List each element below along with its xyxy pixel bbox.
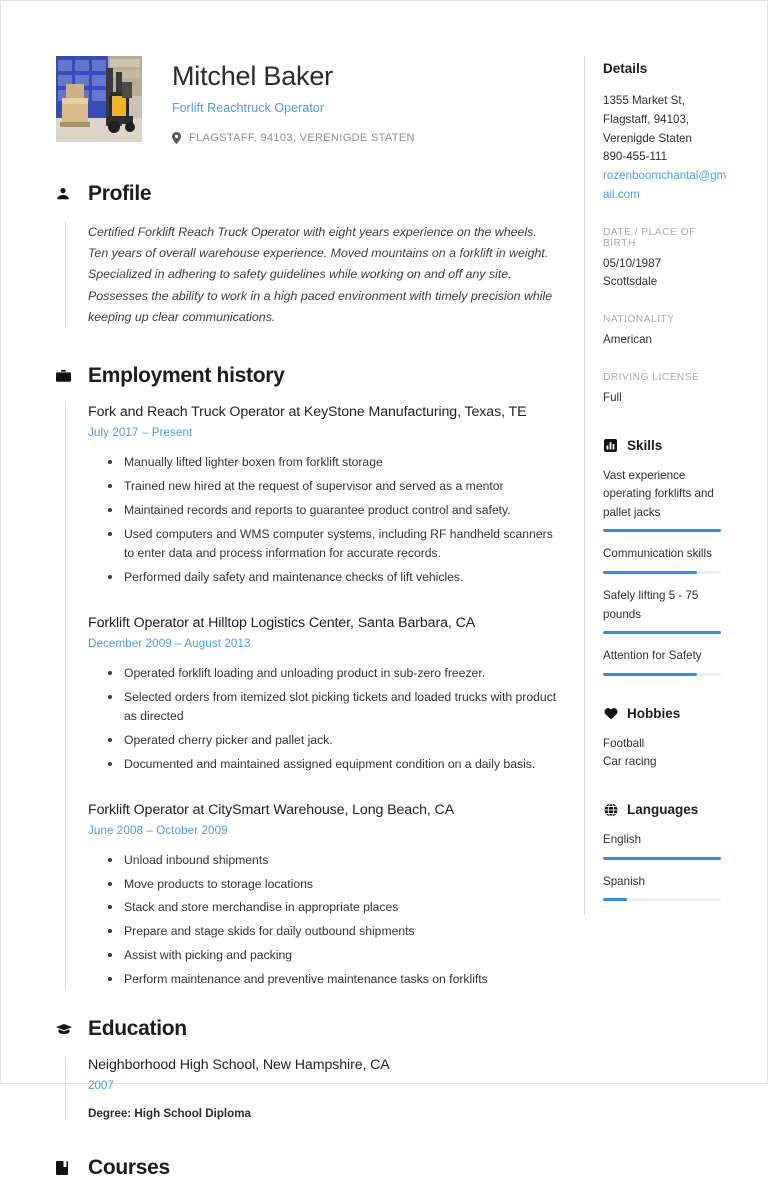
job-bullets xyxy=(88,664,566,775)
language-item xyxy=(603,873,727,902)
map-pin-icon xyxy=(172,132,181,144)
language-name: Spanish xyxy=(603,874,645,888)
bullet-item: Manually lifted lighter boxen from forklift storage xyxy=(124,453,566,473)
job-heading: Fork and Reach Truck Operator at KeyStone Manufacturing, Texas, TE xyxy=(88,404,527,421)
education-year: 2007 xyxy=(88,1079,114,1093)
skill-item xyxy=(603,545,727,574)
bullet-item: Selected orders from itemized slot picking tickets and loaded trucks with product as directed xyxy=(124,688,566,728)
job-entry xyxy=(88,802,566,990)
skill-item xyxy=(603,587,727,634)
sidebar-section-hobbies xyxy=(603,706,727,773)
profile-heading xyxy=(56,182,566,206)
bullet-item: Operated forklift loading and unloading product in sub-zero freezer. xyxy=(124,664,566,684)
profile-body xyxy=(65,222,566,329)
sidebar-section-languages xyxy=(603,802,727,901)
skill-name: Attention for Safety xyxy=(603,649,702,663)
skill-item xyxy=(603,467,727,533)
hobbies-title: Hobbies xyxy=(627,705,681,721)
bullet-item: Performed daily safety and maintenance checks of lift vehicles. xyxy=(124,568,566,588)
section-employment xyxy=(56,364,566,989)
skill-bar-track xyxy=(603,673,721,676)
globe-icon xyxy=(603,802,618,817)
address-line-2: Flagstaff, 94103, xyxy=(603,112,690,126)
address-block xyxy=(603,92,727,205)
dob-block xyxy=(603,255,727,293)
bullet-item: Assist with picking and packing xyxy=(124,946,566,966)
address-line-1: 1355 Market St, xyxy=(603,94,685,107)
profile-photo xyxy=(56,56,142,142)
bullet-item: Unload inbound shipments xyxy=(124,851,566,871)
language-bar-fill xyxy=(603,898,627,901)
languages-heading xyxy=(603,802,727,817)
language-item xyxy=(603,831,727,860)
nationality-value: American xyxy=(603,333,652,347)
language-name: English xyxy=(603,833,642,847)
location-text: FLAGSTAFF, 94103, VERENIGDE STATEN xyxy=(189,131,415,144)
bullet-item: Documented and maintained assigned equipment condition on a daily basis. xyxy=(124,755,566,775)
courses-heading xyxy=(56,1156,566,1180)
bullet-item: Move products to storage locations xyxy=(124,875,566,895)
skill-bar-fill xyxy=(603,529,721,532)
job-title: Forlift Reachtruck Operator xyxy=(172,100,325,115)
hobby-item: Car racing xyxy=(603,755,657,769)
driving-license-value: Full xyxy=(603,391,622,405)
education-title: Education xyxy=(88,1017,187,1041)
email-link[interactable]: rozenboomchantal@gmail.com xyxy=(603,169,727,201)
driving-license-label: DRIVING LICENSE xyxy=(603,372,700,384)
briefcase-icon xyxy=(56,370,76,383)
profile-text: Certified Forklift Reach Truck Operator with eight years experience on the wheels. Ten years of overall warehouse experience. Moved mountains on a forklift in weight. Specialized in adhering to safety guidelines while working on and off any site. Possesses the ability to work in a high paced environment with timely precision while keeping up clear communications. xyxy=(88,224,553,324)
job-heading: Forklift Operator at Hilltop Logistics Center, Santa Barbara, CA xyxy=(88,614,476,631)
language-bar-fill xyxy=(603,857,721,860)
location-line xyxy=(172,132,415,144)
job-dates: June 2008 – October 2009 xyxy=(88,823,228,837)
main-column xyxy=(56,56,584,1196)
book-icon xyxy=(56,1161,76,1175)
skill-bar-track xyxy=(603,571,721,574)
job-heading: Forklift Operator at CitySmart Warehouse, Long Beach, CA xyxy=(88,801,455,818)
bullet-item: Prepare and stage skids for daily outbound shipments xyxy=(124,922,566,942)
language-bar-track xyxy=(603,898,721,901)
skill-bar-fill xyxy=(603,571,697,574)
job-bullets xyxy=(88,851,566,990)
education-heading xyxy=(56,1017,566,1041)
skill-name: Vast experience operating forklifts and pallet jacks xyxy=(603,468,714,519)
employment-heading xyxy=(56,364,566,388)
job-dates: July 2017 – Present xyxy=(88,426,193,440)
details-title: Details xyxy=(603,61,648,76)
header-text xyxy=(142,56,415,144)
phone-number: 890-455-111 xyxy=(603,150,668,164)
resume-sheet xyxy=(1,1,767,1180)
skill-bar-track xyxy=(603,529,721,532)
skill-bar-track xyxy=(603,631,721,634)
job-entry xyxy=(88,404,566,588)
section-profile xyxy=(56,182,566,329)
person-icon xyxy=(56,187,76,201)
bullet-item: Perform maintenance and preventive maintenance tasks on forklifts xyxy=(124,970,566,990)
skill-bar-fill xyxy=(603,673,697,676)
employment-body xyxy=(65,404,566,989)
address-line-3: Verenigde Staten xyxy=(603,131,692,145)
skill-item xyxy=(603,647,727,676)
job-dates: December 2009 – August 2013 xyxy=(88,636,251,650)
skill-name: Safely lifting 5 - 75 pounds xyxy=(603,589,699,621)
sidebar xyxy=(584,56,727,914)
bullet-item: Used computers and WMS computer systems, including RF handheld scanners to enter data and process information for accurate records. xyxy=(124,525,566,565)
nationality-label: NATIONALITY xyxy=(603,314,675,326)
skills-heading xyxy=(603,438,727,453)
bullet-item: Trained new hired at the request of supervisor and served as a mentor xyxy=(124,477,566,497)
education-body xyxy=(65,1057,566,1120)
bar-chart-icon xyxy=(603,438,618,453)
job-entry xyxy=(88,615,566,775)
sidebar-section-skills xyxy=(603,438,727,676)
graduation-cap-icon xyxy=(56,1023,76,1035)
bullet-item: Maintained records and reports to guarantee product control and safety. xyxy=(124,501,566,521)
resume-header xyxy=(56,56,566,144)
hobbies-heading xyxy=(603,706,727,721)
hobby-item: Football xyxy=(603,736,645,750)
job-bullets xyxy=(88,453,566,588)
profile-title: Profile xyxy=(88,181,152,205)
heart-icon xyxy=(603,706,618,721)
section-education xyxy=(56,1017,566,1120)
education-entry xyxy=(88,1057,566,1120)
dob-place: Scottsdale xyxy=(603,275,658,289)
courses-title: Courses xyxy=(88,1156,170,1180)
dob-date: 05/10/1987 xyxy=(603,256,662,270)
bullet-item: Stack and store merchandise in appropriate places xyxy=(124,898,566,918)
education-school: Neighborhood High School, New Hampshire, CA xyxy=(88,1057,390,1074)
employment-title: Employment history xyxy=(88,364,285,388)
section-courses xyxy=(56,1156,566,1180)
skills-title: Skills xyxy=(627,437,663,453)
sidebar-section-details xyxy=(603,61,727,408)
skill-bar-fill xyxy=(603,631,721,634)
languages-title: Languages xyxy=(627,802,699,818)
language-bar-track xyxy=(603,857,721,860)
skill-name: Communication skills xyxy=(603,547,712,561)
page-title: Mitchel Baker xyxy=(172,61,333,91)
bullet-item: Operated cherry picker and pallet jack. xyxy=(124,731,566,751)
dob-label: DATE / PLACE OF BIRTH xyxy=(603,226,696,249)
education-degree: Degree: High School Diploma xyxy=(88,1107,251,1121)
